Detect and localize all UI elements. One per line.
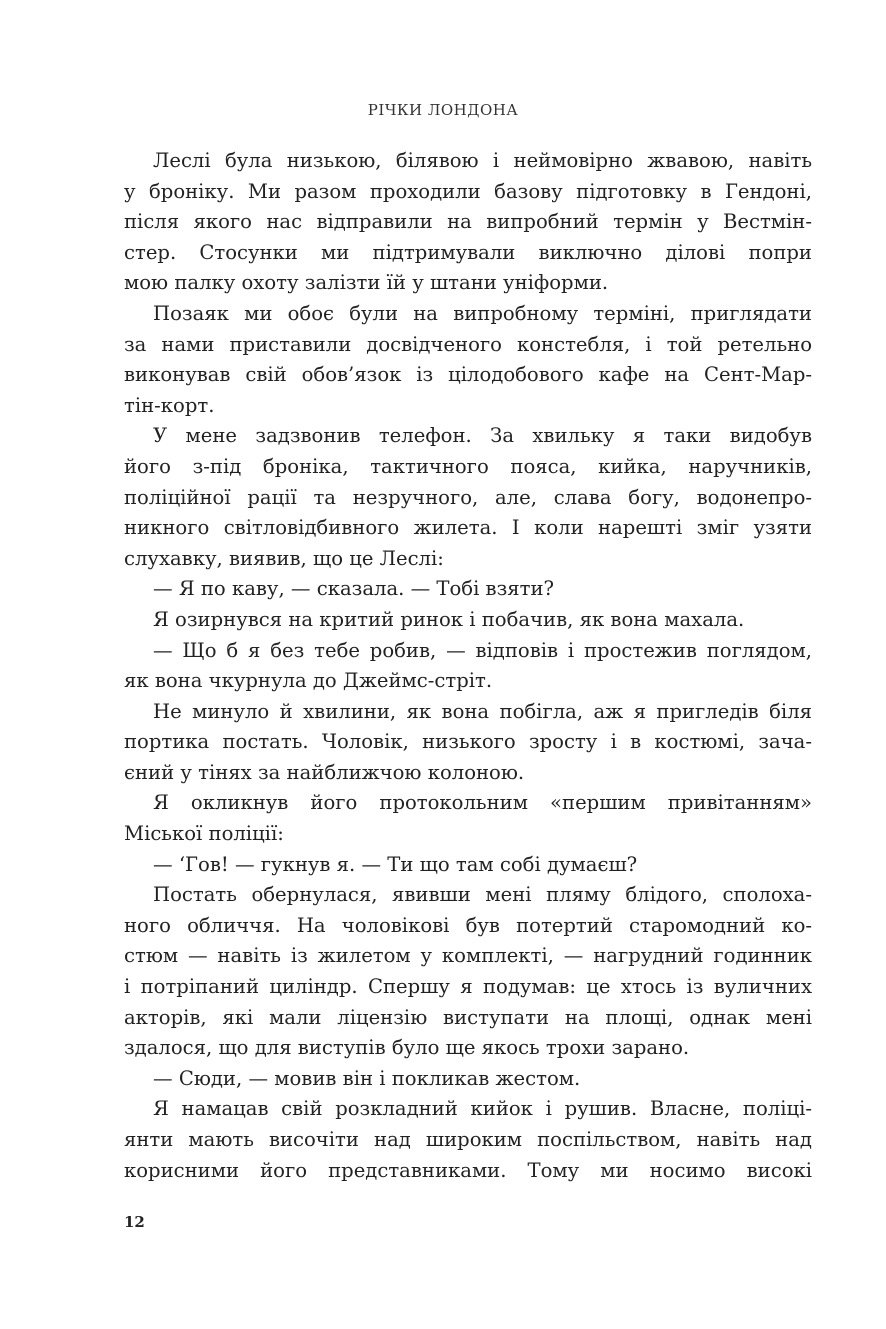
text-line: — Що б я без тебе робив, — відповів і простежив поглядом, [153,638,812,662]
text-line: — Сюди, — мовив він і покликав жестом. [153,1066,581,1090]
body-text [124,146,812,1186]
text-line: Міської поліції: [124,822,284,846]
text-line: після якого нас відправили на випробний термін у Вестмін- [124,210,812,234]
running-header: РІЧКИ ЛОНДОНА [367,101,519,119]
text-line: Я озирнувся на критий ринок і побачив, як вона махала. [153,607,745,631]
text-line: за нами приставили досвідченого констебля, і той ретельно [124,332,812,356]
text-line: і потріпаний циліндр. Спершу я подумав: це хтось із вуличних [124,975,812,999]
text-line: янти мають височіти над широким поспільством, навіть над [124,1128,812,1151]
text-line: єний у тінях за найближчою колоною. [124,760,525,784]
text-line: портика постать. Чоловік, низького зросту і в костюмі, зача- [124,730,812,754]
text-line: Не минуло й хвилини, як вона побігла, аж я пригледів біля [153,699,812,723]
text-line: як вона чкурнула до Джеймс-стріт. [124,669,493,693]
text-line: Леслі була низькою, білявою і неймовірно жвавою, навіть [153,149,812,172]
text-line: здалося, що для виступів було ще якось трохи зарано. [124,1036,690,1060]
text-line: никного світловідбивного жилета. І коли нарешті зміг узяти [124,516,812,540]
text-line: Я намацав свій розкладний кийок і рушив. Власне, поліці- [153,1097,812,1121]
text-line: мою палку охоту залізти їй у штани уніформи. [124,271,609,295]
text-line: Постать обернулася, явивши мені пляму блідого, сполоха- [153,883,812,907]
text-line: ного обличчя. На чоловікові був потертий старомодний ко- [124,913,812,937]
text-line: У мене задзвонив телефон. За хвильку я таки видобув [153,424,812,448]
text-line: Я окликнув його протокольним «першим привітанням» [153,791,812,815]
text-line: тін-корт. [124,393,215,417]
text-line: стюм — навіть із жилетом у комплекті, — нагрудний годинник [124,944,812,968]
text-line: поліційної рації та незручного, але, слава богу, водонепро- [124,485,812,509]
text-line: стер. Стосунки ми підтримували виключно ділові попри [124,240,812,264]
text-line: слухавку, виявив, що це Леслі: [124,546,444,570]
text-line: — Я по каву, — сказала. — Тобі взяти? [153,577,555,601]
page-number: 12 [124,1213,145,1231]
text-line: виконував свій обов’язок із цілодобового кафе на Сент-Мар- [124,363,812,387]
text-line: акторів, які мали ліцензію виступати на площі, однак мені [124,1005,812,1029]
text-line: корисними його представниками. Тому ми носимо високі [124,1158,812,1182]
text-line: його з-під броніка, тактичного пояса, кийка, наручників, [124,454,812,478]
text-line: Позаяк ми обоє були на випробному терміні, приглядати [153,301,812,325]
text-line: у броніку. Ми разом проходили базову підготовку в Гендоні, [124,179,812,203]
text-line: — ‘Гов! — гукнув я. — Ти що там собі думаєш? [153,852,638,876]
